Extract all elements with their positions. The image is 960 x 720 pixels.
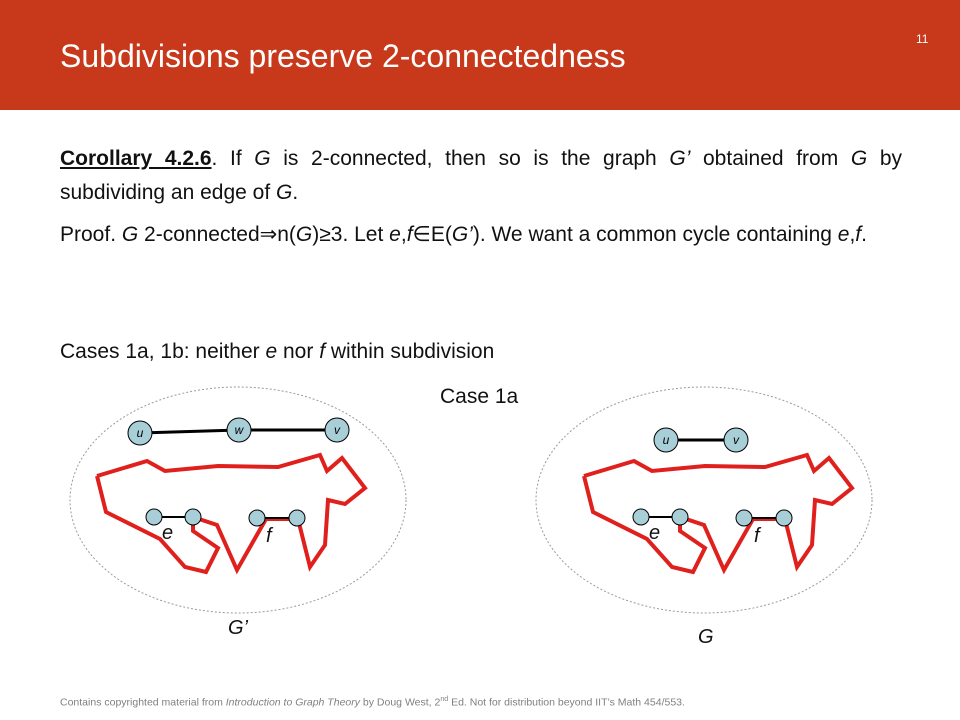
proof-text-2: 2-connected⇒n( bbox=[138, 223, 296, 246]
right-graph bbox=[536, 387, 872, 613]
left-v-label: v bbox=[334, 423, 340, 437]
right-vertex-e1 bbox=[633, 509, 649, 525]
footer-text-1: Contains copyrighted material from bbox=[60, 696, 226, 709]
proof-g-3: G’ bbox=[451, 223, 473, 246]
right-edge-e-label: e bbox=[649, 522, 661, 544]
right-u-label: u bbox=[662, 433, 670, 447]
corollary-text-1: . If bbox=[211, 147, 255, 170]
proof-e-2: e bbox=[837, 223, 850, 246]
left-u-label: u bbox=[136, 426, 144, 440]
left-vertex-e1 bbox=[146, 509, 162, 525]
corollary-text-2: is 2-connected, then so is the graph bbox=[270, 147, 670, 170]
proof-comma-2: , bbox=[849, 223, 856, 246]
proof-text-5: ). We want a common cycle containing bbox=[472, 223, 838, 246]
copyright-footer bbox=[60, 696, 685, 709]
proof-f-2: f bbox=[855, 223, 862, 246]
left-vertex-f1 bbox=[249, 510, 265, 526]
proof-f: f bbox=[406, 223, 413, 246]
proof-g-1: G bbox=[121, 223, 139, 246]
left-graph bbox=[70, 387, 406, 613]
corollary-label: Corollary 4.2.6 bbox=[60, 147, 212, 170]
corollary-text-3: obtained from bbox=[690, 147, 851, 170]
proof-comma: , bbox=[400, 223, 407, 246]
case-label: Case 1a bbox=[440, 385, 519, 408]
cases-text-3: within subdivision bbox=[325, 340, 495, 363]
left-edge-f-label: f bbox=[266, 525, 272, 547]
left-cycle bbox=[97, 455, 365, 572]
left-w-label: w bbox=[234, 423, 244, 437]
cases-e: e bbox=[265, 340, 278, 363]
right-vertex-e2 bbox=[672, 509, 688, 525]
left-vertex-f2 bbox=[289, 510, 305, 526]
proof-text-4: ∈E( bbox=[412, 223, 452, 246]
corollary-g-4: G bbox=[276, 181, 293, 204]
proof-text-3: )≥3. Let bbox=[312, 223, 390, 246]
corollary-g-1: G bbox=[254, 147, 271, 170]
page-number: 11 bbox=[916, 32, 929, 46]
footer-superscript: nd bbox=[440, 696, 449, 703]
right-graph-name: G bbox=[698, 626, 714, 648]
right-edge-f-label: f bbox=[754, 525, 760, 547]
proof-e: e bbox=[389, 223, 401, 246]
corollary-g-2: G’ bbox=[669, 147, 691, 170]
cases-text-2: nor bbox=[277, 340, 320, 363]
right-cycle bbox=[584, 455, 852, 572]
left-edge-e-label: e bbox=[162, 522, 174, 544]
left-vertex-e2 bbox=[185, 509, 201, 525]
left-graph-name: G’ bbox=[228, 617, 248, 639]
proof-text-6: . bbox=[861, 223, 867, 246]
cases-text-1: Cases 1a, 1b: neither bbox=[60, 340, 266, 363]
corollary-text-5: . bbox=[292, 181, 299, 204]
footer-text-3: Ed. Not for distribution beyond IIT’s Math 454/553. bbox=[448, 696, 685, 709]
right-vertex-f1 bbox=[736, 510, 752, 526]
footer-book-title: Introduction to Graph Theory bbox=[225, 696, 360, 709]
slide-title: Subdivisions preserve 2-connectedness bbox=[60, 38, 626, 74]
right-vertex-f2 bbox=[776, 510, 792, 526]
left-edge-uw bbox=[140, 430, 239, 433]
right-v-label: v bbox=[733, 433, 739, 447]
proof-g-2: G bbox=[295, 223, 313, 246]
footer-text-2: by Doug West, 2 bbox=[360, 696, 441, 709]
cases-f: f bbox=[319, 340, 326, 363]
proof-text-1: Proof. bbox=[60, 223, 122, 246]
corollary-g-3: G bbox=[850, 147, 868, 170]
corollary-text-4: by subdividing an edge of bbox=[60, 147, 902, 204]
